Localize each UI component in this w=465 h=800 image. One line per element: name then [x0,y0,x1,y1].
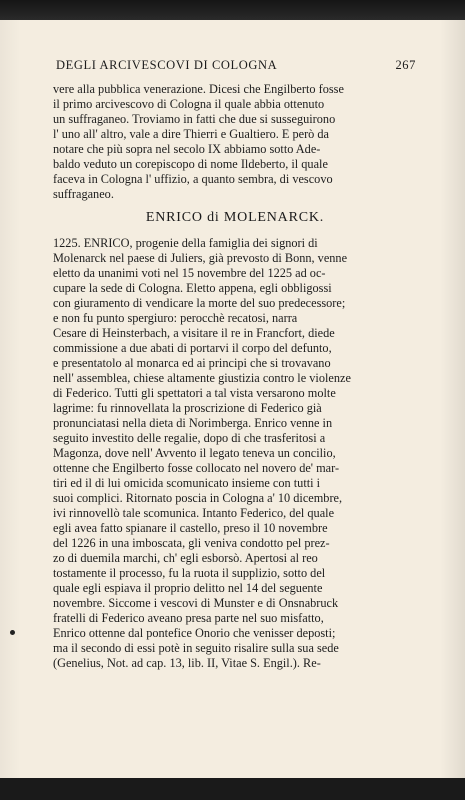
paragraph-continued [53,82,418,202]
text-line: l' uno all' altro, vale a dire Thierri e Gualtiero. E però da [53,127,329,141]
text-line: Enrico ottenne dal pontefice Onorio che venisser deposti; [53,626,336,640]
paragraph-enrico [53,236,418,671]
text-line: suffraganeo. [53,187,114,201]
text-line: con giuramento di vendicare la morte del suo predecessore; [53,296,346,310]
text-line: del 1226 in una imboscata, gli veniva condotto pel prez- [53,536,330,550]
text-line: e presentatolo al monarca ed ai principi che si trovavano [53,356,331,370]
margin-ink-dot [10,630,15,635]
text-line: eletto da unanimi voti nel 15 novembre del 1225 ad oc- [53,266,326,280]
text-line: pronunciatasi nella dieta di Norimberga. Enrico venne in [53,416,333,430]
running-header-title: DEGLI ARCIVESCOVI DI COLOGNA [56,58,278,72]
text-line: (Genelius, Not. ad cap. 13, lib. II, Vitae S. Engil.). Re- [53,656,321,670]
text-line: un suffraganeo. Troviamo in fatti che due si susseguirono [53,112,336,126]
text-line: seguito investito delle regalie, dopo di che trasferitosi a [53,431,326,445]
text-line: ottenne che Engilberto fosse collocato nel novero de' mar- [53,461,340,475]
text-line: di Federico. Tutti gli spettatori a tal vista versarono molte [53,386,336,400]
text-line: novembre. Siccome i vescovi di Munster e di Onsnabruck [53,596,339,610]
text-line: e non fu punto spergiuro: perocchè recatosi, narra [53,311,298,325]
text-line: Molenarck nel paese di Juliers, già prevosto di Bonn, venne [53,251,348,265]
text-line: il primo arcivescovo di Cologna il quale abbia ottenuto [53,97,325,111]
text-line: egli avea fatto spianare il castello, preso il 10 novembre [53,521,328,535]
text-line: faceva in Cologna l' uffizio, a quanto sembra, di vescovo [53,172,333,186]
text-line: cupare la sede di Cologna. Eletto appena, egli obbligossi [53,281,332,295]
text-line: lagrime: fu rinnovellata la proscrizione di Federico già [53,401,322,415]
text-line: notare che più sopra nel secolo IX abbiamo sotto Ade- [53,142,321,156]
text-line: vere alla pubblica venerazione. Dicesi che Engilberto fosse [53,82,344,96]
text-line: baldo veduto un corepiscopo di nome Ildeberto, il quale [53,157,328,171]
text-line: nell' assemblea, chiese altamente giustizia contro le violenze [53,371,351,385]
running-header [56,58,416,76]
page-number: 267 [395,58,416,72]
text-line: commissione a due abati di portarvi il corpo del defunto, [53,341,332,355]
scan-border-bottom [0,778,465,800]
text-line: fratelli di Federico aveano presa parte nel suo misfatto, [53,611,324,625]
text-line: zo di duemila marchi, ch' egli esborsò. Apertosi al reo [53,551,318,565]
text-line: tiri ed il di lui omicida scomunicato insieme con tutti i [53,476,321,490]
scan-border-top [0,0,465,20]
section-title: ENRICO di MOLENARCK. [145,210,325,225]
text-line: 1225. ENRICO, progenie della famiglia dei signori di [53,236,318,250]
text-line: Cesare di Heinsterbach, a visitare il re in Francfort, diede [53,326,335,340]
text-line: quale egli espiava il proprio delitto nel 14 del seguente [53,581,323,595]
text-line: ma il secondo di essi potè in seguito risalire sulla sua sede [53,641,339,655]
text-line: suoi complici. Ritornato poscia in Cologna a' 10 dicembre, [53,491,343,505]
text-line: tostamente il processo, fu la ruota il supplizio, sotto del [53,566,326,580]
text-line: Magonza, dove nell' Avvento il legato teneva un concilio, [53,446,336,460]
text-line: ivi rinnovellò tale scomunica. Intanto Federico, del quale [53,506,335,520]
